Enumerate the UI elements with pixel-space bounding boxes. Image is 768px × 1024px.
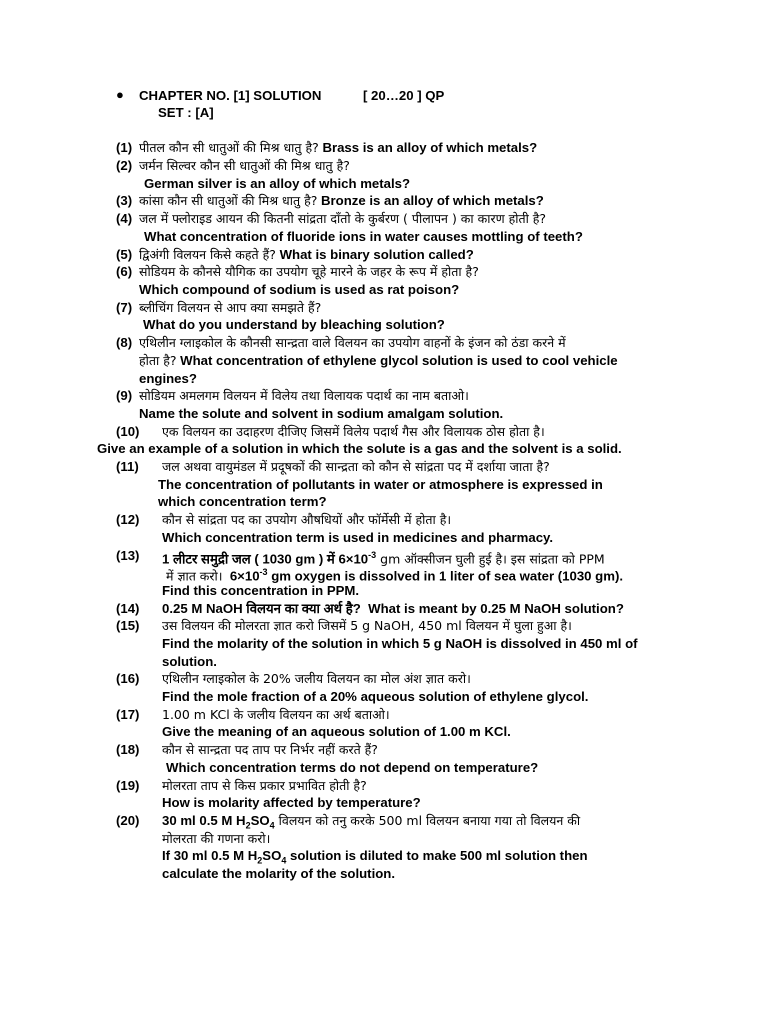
question-6-english: Which compound of sodium is used as rat poison? [139, 282, 460, 297]
question-8-english-cont: engines? [139, 371, 197, 386]
question-11-hindi: जल अथवा वायुमंडल में प्रदूषकों की सान्द्रता को कौन से सांद्रता पद में दर्शाया जाता है? [162, 459, 550, 474]
question-number: (12) [116, 512, 140, 527]
question-number: (5) [116, 247, 133, 262]
question-18-english: Which concentration terms do not depend on temperature? [166, 760, 539, 775]
question-number: (6) [116, 264, 133, 279]
question-9-hindi: सोडियम अमलगम विलयन में विलेय तथा विलायक पदार्थ का नाम बताओ। [139, 388, 469, 403]
question-number: (14) [116, 601, 140, 616]
question-5: द्विअंगी विलयन किसे कहते हैं? What is binary solution called? [139, 247, 474, 262]
question-7-hindi: ब्लीचिंग विलयन से आप क्या समझते हैं? [139, 300, 322, 315]
question-number: (10) [116, 424, 140, 439]
question-8-line2: होता है? What concentration of ethylene glycol solution is used to cool vehicle [139, 353, 618, 368]
question-number: (13) [116, 548, 140, 563]
question-16-english: Find the mole fraction of a 20% aqueous solution of ethylene glycol. [162, 689, 589, 704]
question-13-line2: में ज्ञात करो। $6\times 10^{-3}$ gm oxygen is dissolved in 1 liter of sea water (1030 gm). [166, 567, 624, 584]
question-14: 0.25 M NaOH विलयन का क्या अर्थ है? What is meant by 0.25 M NaOH solution? [162, 601, 624, 616]
question-20-line1: 30 ml 0.5 M $H_2SO_4$ विलयन को तनु करके 500 ml विलयन बनाया गया तो विलयन की [162, 813, 581, 831]
question-12-english: Which concentration term is used in medicines and pharmacy. [162, 530, 554, 545]
question-number: (7) [116, 300, 133, 315]
question-number: (17) [116, 707, 140, 722]
question-15-english-cont: solution. [162, 654, 217, 669]
question-number: (20) [116, 813, 140, 828]
question-15-hindi: उस विलयन की मोलरता ज्ञात करो जिसमें 5 g NaOH, 450 ml विलयन में घुला हुआ है। [162, 618, 572, 633]
question-6-hindi: सोडियम के कौनसे यौगिक का उपयोग चूहे मारने के जहर के रूप में होता है? [139, 264, 479, 279]
question-2-english: German silver is an alloy of which metals? [144, 176, 411, 191]
question-number: (4) [116, 211, 133, 226]
question-paper-year: [ 20…20 ] QP [363, 88, 445, 103]
question-18-hindi: कौन से सान्द्रता पद ताप पर निर्भर नहीं करते हैं? [162, 742, 378, 757]
chapter-title: CHAPTER NO. [1] SOLUTION [139, 88, 322, 103]
question-13-line1: 1 लीटर समुद्री जल ( 1030 gm ) में $6\times 10^{-3}$ gm ऑक्सीजन घुली हुई है। इस सांद्रता को PPM [162, 550, 605, 567]
question-9-english: Name the solute and solvent in sodium amalgam solution. [139, 406, 504, 421]
question-19-english: How is molarity affected by temperature? [162, 795, 421, 810]
question-7-english: What do you understand by bleaching solution? [143, 317, 445, 332]
question-17-english: Give the meaning of an aqueous solution of 1.00 m KCl. [162, 724, 511, 739]
question-8-hindi: एथिलीन ग्लाइकोल के कौनसी सान्द्रता वाले विलयन का उपयोग वाहनों के इंजन को ठंडा करने में [139, 335, 566, 350]
bullet-icon: ● [116, 87, 124, 102]
question-number: (1) [116, 140, 133, 155]
question-10-hindi: एक विलयन का उदाहरण दीजिए जिसमें विलेय पदार्थ गैस और विलायक ठोस होता है। [162, 424, 545, 439]
question-12-hindi: कौन से सांद्रता पद का उपयोग औषधियों और फॉर्मेसी में होता है। [162, 512, 452, 527]
question-11-english-cont: which concentration term? [158, 494, 327, 509]
question-20-english: If 30 ml 0.5 M $H_2SO_4$ solution is diluted to make 500 ml solution then [162, 848, 588, 866]
question-16-hindi: एथिलीन ग्लाइकोल के 20% जलीय विलयन का मोल अंश ज्ञात करो। [162, 671, 471, 686]
question-3: कांसा कौन सी धातुओं की मिश्र धातु है? Bronze is an alloy of which metals? [139, 193, 544, 208]
question-1: पीतल कौन सी धातुओं की मिश्र धातु है? Brass is an alloy of which metals? [139, 140, 538, 155]
question-13-english-cont: Find this concentration in PPM. [162, 583, 360, 598]
question-4-hindi: जल में फ्लोराइड आयन की कितनी सांद्रता दाँतो के कुर्बरण ( पीलापन ) का कारण होती है? [139, 211, 547, 226]
question-number: (2) [116, 158, 133, 173]
question-number: (18) [116, 742, 140, 757]
question-15-english: Find the molarity of the solution in which 5 g NaOH is dissolved in 450 ml of [162, 636, 638, 651]
question-number: (15) [116, 618, 140, 633]
question-number: (11) [116, 459, 139, 474]
set-label: SET : [A] [158, 105, 214, 120]
question-number: (3) [116, 193, 133, 208]
question-number: (16) [116, 671, 140, 686]
question-11-english: The concentration of pollutants in water or atmosphere is expressed in [158, 477, 603, 492]
question-19-hindi: मोलरता ताप से किस प्रकार प्रभावित होती है? [162, 778, 367, 793]
question-number: (19) [116, 778, 140, 793]
question-number: (8) [116, 335, 133, 350]
question-10-english: Give an example of a solution in which the solute is a gas and the solvent is a solid. [97, 441, 622, 456]
question-17-hindi: 1.00 m KCl के जलीय विलयन का अर्थ बताओ। [162, 707, 390, 722]
question-number: (9) [116, 388, 133, 403]
question-20-hindi-cont: मोलरता की गणना करो। [162, 831, 271, 846]
question-2-hindi: जर्मन सिल्वर कौन सी धातुओं की मिश्र धातु है? [139, 158, 350, 173]
question-4-english: What concentration of fluoride ions in water causes mottling of teeth? [144, 229, 583, 244]
question-20-english-cont: calculate the molarity of the solution. [162, 866, 396, 881]
